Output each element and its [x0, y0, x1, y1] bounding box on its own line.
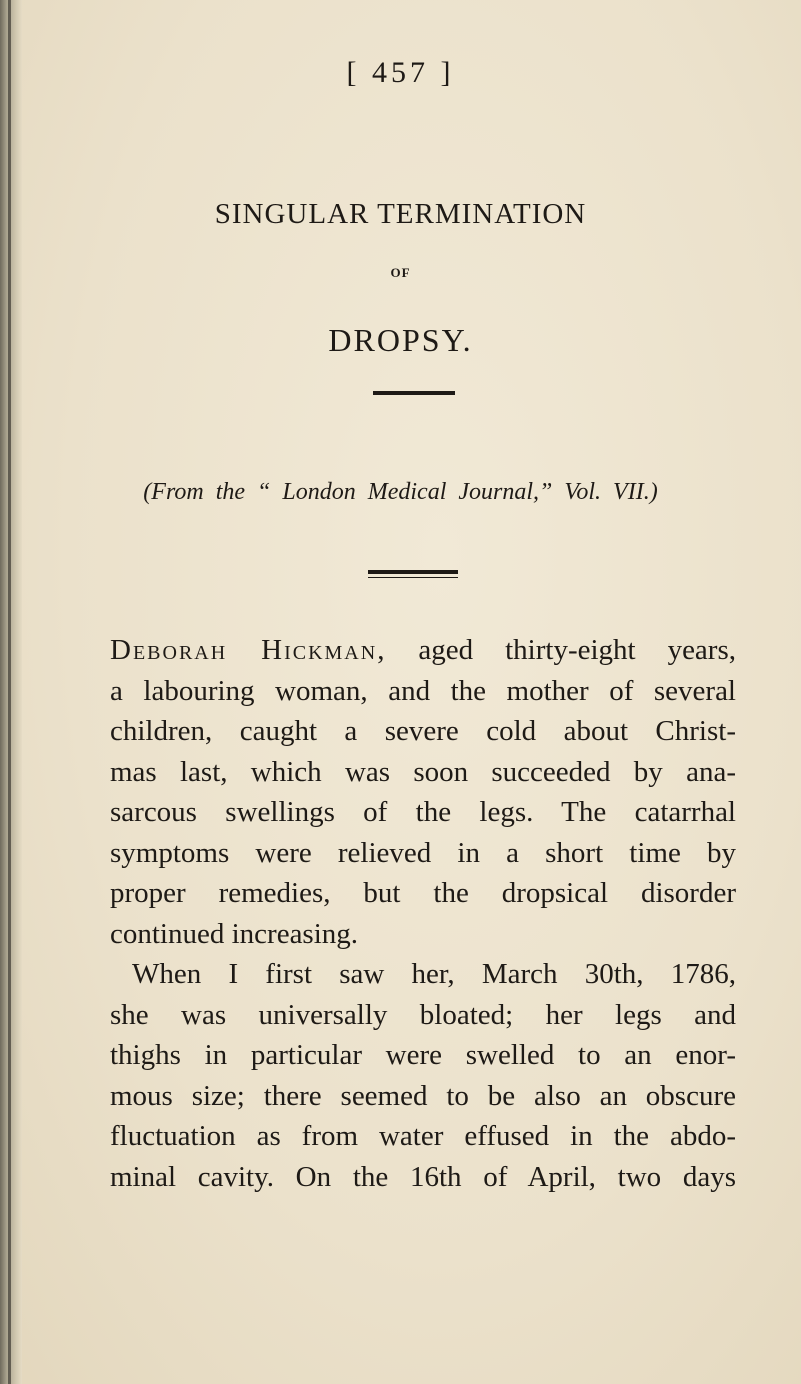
body-line: When I first saw her, March 30th, 1786,	[132, 958, 736, 990]
article-subtitle: DROPSY.	[328, 322, 473, 358]
body-line: she was universally bloated; her legs and	[110, 998, 736, 1031]
body-line: fluctuation as from water effused in the abdo-	[110, 1120, 736, 1152]
body-line: a labouring woman, and the mother of several	[110, 674, 736, 707]
section-rule	[368, 570, 458, 578]
body-line-text: aged thirty-eight years,	[386, 634, 736, 666]
body-text	[110, 630, 736, 1197]
source-citation: (From the “ London Medical Journal,” Vol. VII.)	[143, 479, 658, 505]
body-line: mous size; there seemed to be also an obscure	[110, 1079, 736, 1112]
article-title: SINGULAR TERMINATION	[214, 198, 587, 230]
body-line: mas last, which was soon succeeded by ana-	[110, 755, 736, 788]
body-line: thighs in particular were swelled to an enor-	[110, 1039, 736, 1071]
body-line: children, caught a severe cold about Christ-	[110, 715, 736, 747]
body-line: minal cavity. On the 16th of April, two days	[110, 1160, 736, 1193]
body-line	[110, 630, 736, 671]
body-line: symptoms were relieved in a short time by	[110, 836, 736, 869]
body-line: proper remedies, but the dropsical disorder	[110, 877, 736, 909]
title-connector: OF	[390, 265, 411, 280]
body-line: continued increasing.	[110, 917, 359, 950]
page-number: [ 457 ]	[346, 56, 455, 89]
title-rule	[373, 391, 455, 395]
patient-name: Deborah Hickman,	[110, 634, 387, 666]
body-line: sarcous swellings of the legs. The catarrhal	[110, 796, 736, 828]
